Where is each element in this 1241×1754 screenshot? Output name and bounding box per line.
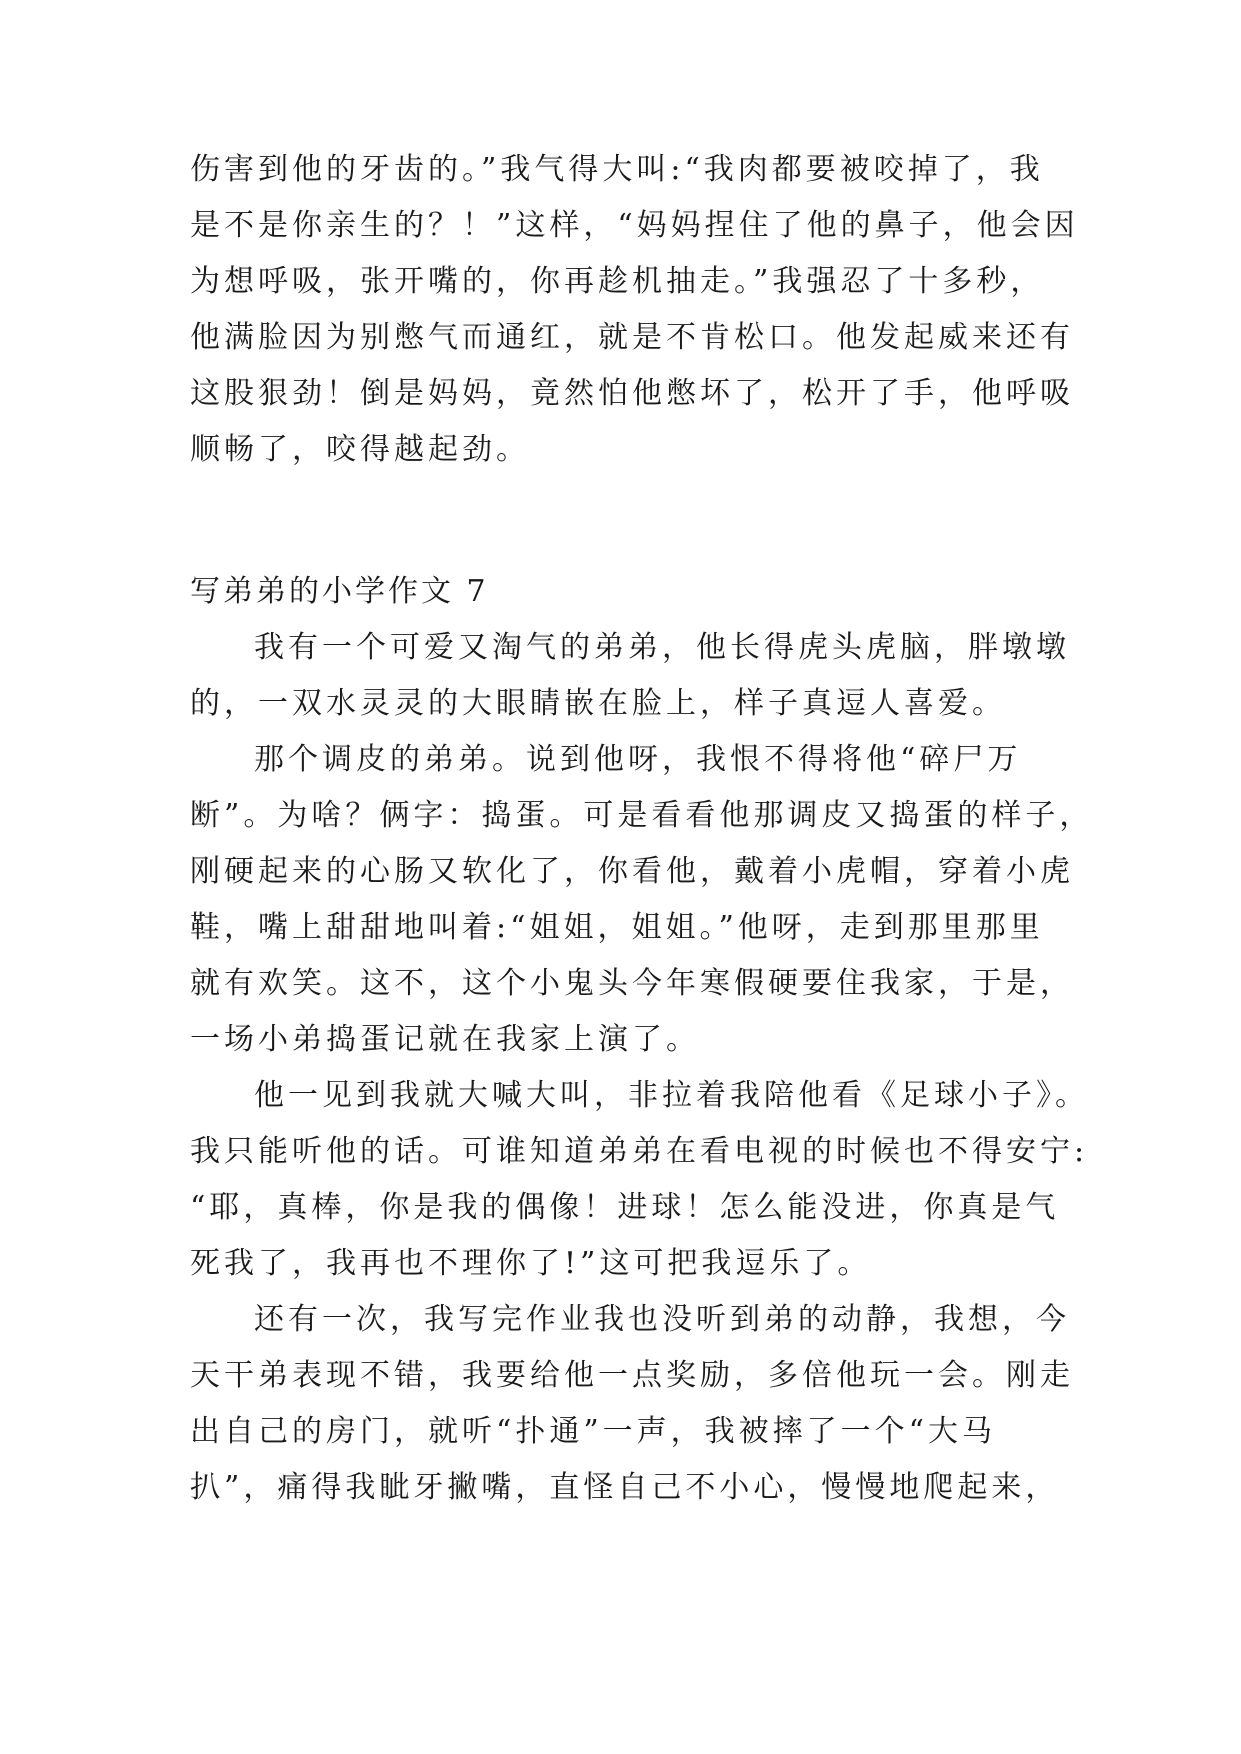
text-line: 伤害到他的牙齿的。”我气得大叫:“我肉都要被咬掉了，我: [190, 152, 1044, 187]
text-line: 的，一双水灵灵的大眼睛嵌在脸上，样子真逗人喜爱。: [190, 686, 1006, 721]
text-line: 刚硬起来的心肠又软化了，你看他，戴着小虎帽，穿着小虎: [190, 854, 1074, 889]
text-line: 一场小弟捣蛋记就在我家上演了。: [190, 1022, 700, 1057]
text-line: 出自己的房门，就听“扑通”一声，我被摔了一个“大马: [190, 1414, 997, 1449]
text-line: 天干弟表现不错，我要给他一点奖励，多倍他玩一会。刚走: [190, 1358, 1074, 1393]
text-line: 他一见到我就大喊大叫，非拉着我陪他看《足球小子》。: [254, 1078, 1089, 1113]
text-line: 死我了，我再也不理你了!”这可把我逗乐了。: [190, 1246, 872, 1281]
section-title: 写弟弟的小学作文 7: [190, 574, 489, 609]
text-line: 我只能听他的话。可谁知道弟弟在看电视的时候也不得安宁:: [190, 1134, 1089, 1169]
text-line: 顺畅了，咬得越起劲。: [190, 432, 530, 467]
text-line: 我有一个可爱又淘气的弟弟，他长得虎头虎脑，胖墩墩: [254, 630, 1070, 665]
text-line: 扒”，痛得我眦牙撇嘴，直怪自己不小心，慢慢地爬起来，: [190, 1470, 1060, 1505]
text-line: 那个调皮的弟弟。说到他呀，我恨不得将他“碎尸万: [254, 742, 1022, 777]
text-line: 这股狠劲！倒是妈妈，竟然怕他憋坏了，松开了手，他呼吸: [190, 376, 1074, 411]
text-line: 鞋，嘴上甜甜地叫着:“姐姐，姐姐。”他呀，走到那里那里: [190, 910, 1044, 945]
text-line: 是不是你亲生的？！”这样，“妈妈捏住了他的鼻子，他会因: [190, 208, 1079, 243]
text-line: 为想呼吸，张开嘴的，你再趁机抽走。”我强忍了十多秒，: [190, 264, 1045, 299]
text-line: 他满脸因为别憋气而通红，就是不肯松口。他发起威来还有: [190, 320, 1074, 355]
text-line: 就有欢笑。这不，这个小鬼头今年寒假硬要住我家，于是，: [190, 966, 1074, 1001]
text-line: 还有一次，我写完作业我也没听到弟的动静，我想，今: [254, 1302, 1070, 1337]
text-line: 断”。为啥？俩字：捣蛋。可是看看他那调皮又捣蛋的样子，: [190, 798, 1094, 833]
text-line: “耶，真棒，你是我的偶像！进球！怎么能没进，你真是气: [190, 1190, 1060, 1225]
